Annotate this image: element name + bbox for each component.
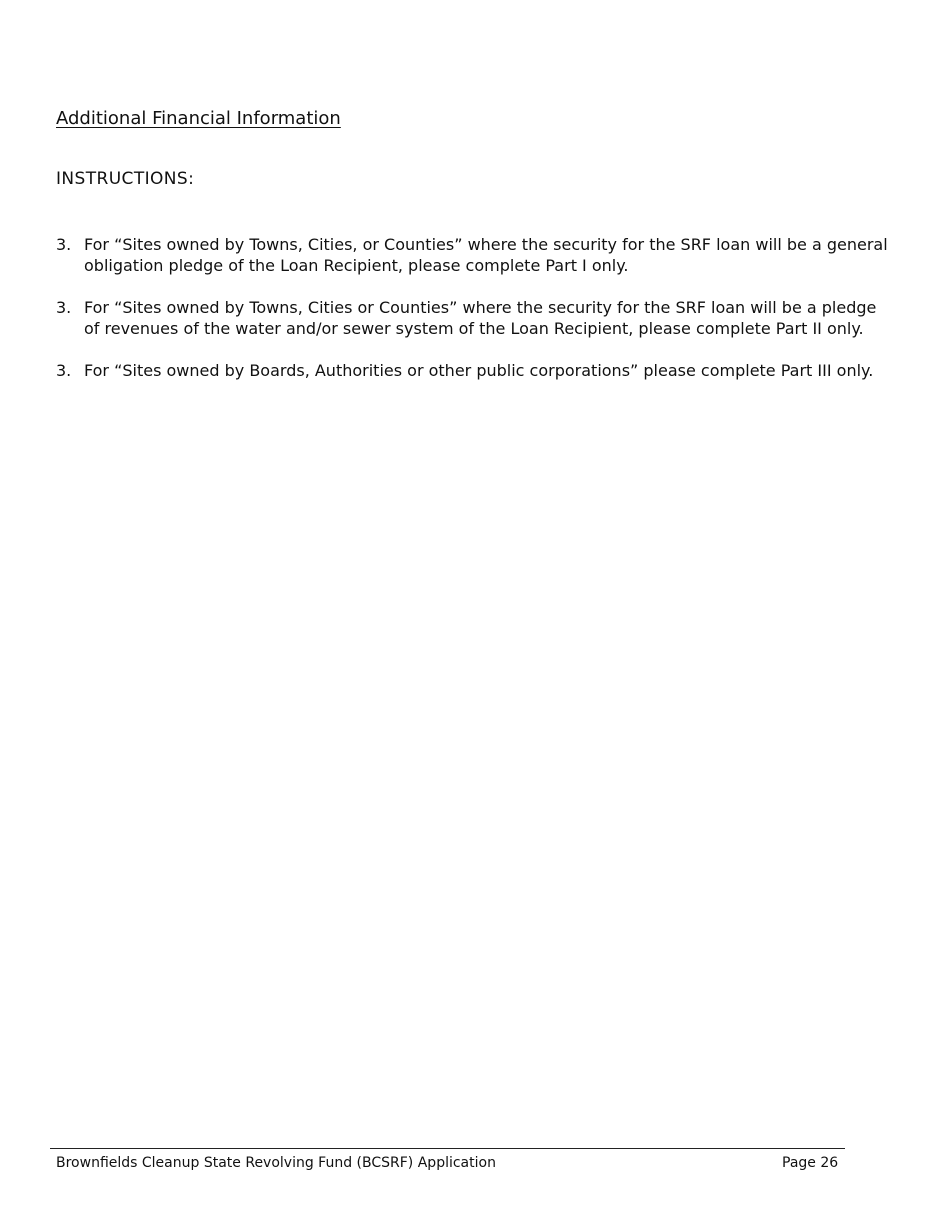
instructions-label: INSTRUCTIONS: [56,169,195,189]
instruction-list [56,234,896,402]
page-title: Additional Financial Information [56,108,341,129]
instruction-item-3 [56,360,896,381]
footer-divider [50,1148,845,1149]
footer-document-title: Brownfields Cleanup State Revolving Fund (BCSRF) Application [56,1155,496,1171]
instruction-text: For “Sites owned by Towns, Cities or Counties” where the security for the SRF loan will be a pledge of revenues of the water and/or sewer system of the Loan Recipient, please complete Part II only. [84,298,877,338]
instruction-text: For “Sites owned by Boards, Authorities or other public corporations” please complete Part III only. [84,361,874,380]
instruction-number: 3. [56,361,72,380]
instruction-item-2 [56,297,896,339]
instruction-item-1 [56,234,896,276]
instruction-text: For “Sites owned by Towns, Cities, or Counties” where the security for the SRF loan will be a general obligation pledge of the Loan Recipient, please complete Part I only. [84,235,888,275]
footer-page-number: Page 26 [782,1155,839,1171]
instruction-number: 3. [56,235,72,254]
instruction-number: 3. [56,298,72,317]
